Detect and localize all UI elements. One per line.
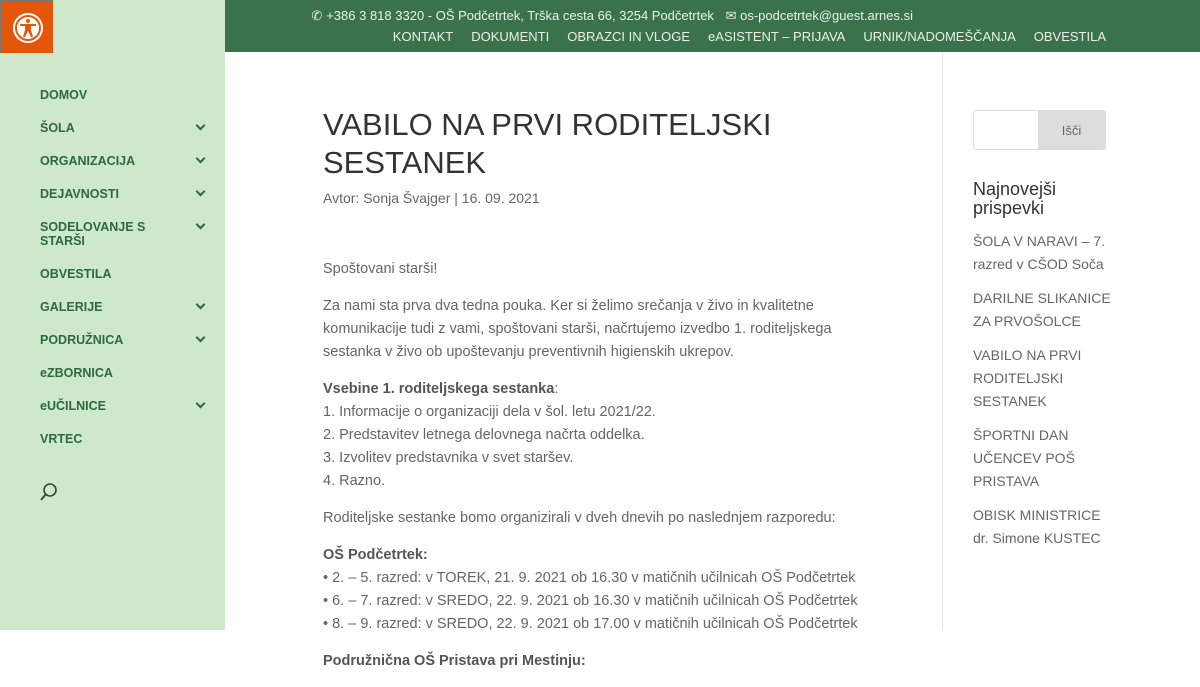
email-link[interactable]: os-podcetrtek@guest.arnes.si [740,8,913,23]
schedule-item: • 2. – 5. razred: v TOREK, 21. 9. 2021 ob 16.30 v matičnih učilnicah OŠ Podčetrtek [323,570,856,586]
schedule-intro: Roditeljske sestanke bomo organizirali v dveh dnevih po naslednjem razporedu: [323,510,836,526]
schedule-item: • 6. – 7. razred: v SREDO, 22. 9. 2021 ob 16.30 v matičnih učilnicah OŠ Podčetrtek [323,593,858,609]
agenda: Vsebine 1. roditeljskega sestanka: 1. Informacije o organizaciji dela v šol. letu 2021/22. 2. Predstavitev letnega delovnega načrta oddelka. 3. Izvolitev predstavnika v svet staršev. 4. Razno. [323,381,656,489]
top-header [225,0,1200,52]
sidebar [0,0,225,630]
sidebar-item-label: PODRUŽNICA [40,333,124,347]
page-title: VABILO NA PRVI RODITELJSKI SESTANEK [323,107,772,180]
sidebar-item-label: OBVESTILA [40,267,112,281]
recent-post-link[interactable]: VABILO NA PRVI RODITELJSKI SESTANEK [973,347,1082,409]
sidebar-item[interactable] [40,300,208,314]
sidebar-item[interactable] [40,333,208,347]
top-nav-link[interactable]: OBRAZCI IN VLOGE [567,29,691,44]
agenda-item: 3. Izvolitev predstavnika v svet staršev. [323,450,574,466]
sidebar-item-label: VRTEC [40,432,83,446]
envelope-icon: ✉ [725,8,737,23]
accessibility-button[interactable] [0,0,53,53]
top-nav-link[interactable]: URNIK/NADOMEŠČANJA [863,29,1016,44]
sidebar-item[interactable] [40,220,208,248]
sidebar-item[interactable] [40,366,208,380]
sidebar-item-label: GALERIJE [40,300,103,314]
chevron-down-icon[interactable] [196,154,206,164]
divider [942,52,943,630]
recent-post-link[interactable]: OBISK MINISTRICE dr. Simone KUSTEC [973,507,1101,546]
sidebar-item-label: ORGANIZACIJA [40,154,136,168]
sidebar-item[interactable] [40,154,208,168]
accessibility-icon [12,12,44,44]
schedule-item: • 8. – 9. razred: v SREDO, 22. 9. 2021 ob 17.00 v matičnih učilnicah OŠ Podčetrtek [323,616,858,632]
intro: Za nami sta prva dva tedna pouka. Ker si želimo srečanja v živo in kvalitetne komunikacije tudi z vami, spoštovani starši, načrtujemo izvedbo 1. roditeljskega sestanka v živo ob upoštevanju preventivnih higienskih ukrepov. [323,298,832,360]
recent-post-link[interactable]: ŠOLA V NARAVI – 7. razred v CŠOD Soča [973,233,1106,272]
school1-schedule: OŠ Podčetrtek: • 2. – 5. razred: v TOREK, 21. 9. 2021 ob 16.30 v matičnih učilnicah OŠ Podčetrtek • 6. – 7. razred: v SREDO, 22. 9. 2021 ob 16.30 v matičnih učilnicah OŠ Podčetrtek • 8. – 9. razred: v SREDO, 22. 9. 2021 ob 17.00 v matičnih učilnicah OŠ Podčetrtek [323,547,858,632]
search-button[interactable]: Išči [1038,111,1105,149]
top-nav-link[interactable]: DOKUMENTI [471,29,550,44]
sidebar-item[interactable] [40,267,208,281]
sidebar-item[interactable] [40,121,208,135]
sidebar-item-label: eUČILNICE [40,399,106,413]
recent-post-link[interactable]: DARILNE SLIKANICE ZA PRVOŠOLCE [973,290,1111,329]
sidebar-item[interactable] [40,187,208,201]
search-input[interactable] [974,111,1038,149]
agenda-item: 1. Informacije o organizaciji dela v šol. letu 2021/22. [323,404,656,420]
chevron-down-icon[interactable] [196,333,206,343]
sidebar-item[interactable] [40,399,208,413]
sidebar-item-label: eZBORNICA [40,366,113,380]
article [323,106,863,687]
widget-search [973,110,1106,150]
top-nav [393,29,1106,44]
chevron-down-icon[interactable] [196,300,206,310]
main-nav [40,88,208,465]
right-sidebar [973,110,1113,561]
sidebar-item[interactable] [40,432,208,446]
chevron-down-icon[interactable] [196,220,206,230]
sidebar-item-label: DEJAVNOSTI [40,187,119,201]
phone-icon: ✆ [311,8,323,23]
agenda-item: 2. Predstavitev letnega delovnega načrta oddelka. [323,427,645,443]
agenda-item: 4. Razno. [323,473,386,489]
sidebar-item-label: DOMOV [40,88,88,102]
article-content [323,258,863,673]
recent-post-link[interactable]: ŠPORTNI DAN UČENCEV POŠ PRISTAVA [973,427,1075,489]
chevron-down-icon[interactable] [196,399,206,409]
sidebar-item[interactable] [40,88,208,102]
top-nav-link[interactable]: OBVESTILA [1033,29,1106,44]
chevron-down-icon[interactable] [196,121,206,131]
contact-text: +386 3 818 3320 - OŠ Podčetrtek, Trška cesta 66, 3254 Podčetrtek [326,8,714,23]
recent-posts [973,230,1113,550]
top-nav-link[interactable]: KONTAKT [392,29,454,44]
sidebar-item-label: SODELOVANJE S STARŠI [40,220,146,248]
school2-heading: Podružnična OŠ Pristava pri Mestinju: [323,653,586,669]
top-nav-link[interactable]: eASISTENT – PRIJAVA [708,29,846,44]
chevron-down-icon[interactable] [196,187,206,197]
sidebar-search-button[interactable] [40,482,58,507]
contact-info [307,8,913,24]
recent-posts-title: Najnovejši prispevki [973,179,1057,218]
sidebar-item-label: ŠOLA [40,121,75,135]
search-icon [40,482,58,502]
greeting: Spoštovani starši! [323,261,438,277]
post-meta: Avtor: Sonja Švajger | 16. 09. 2021 [323,190,540,206]
